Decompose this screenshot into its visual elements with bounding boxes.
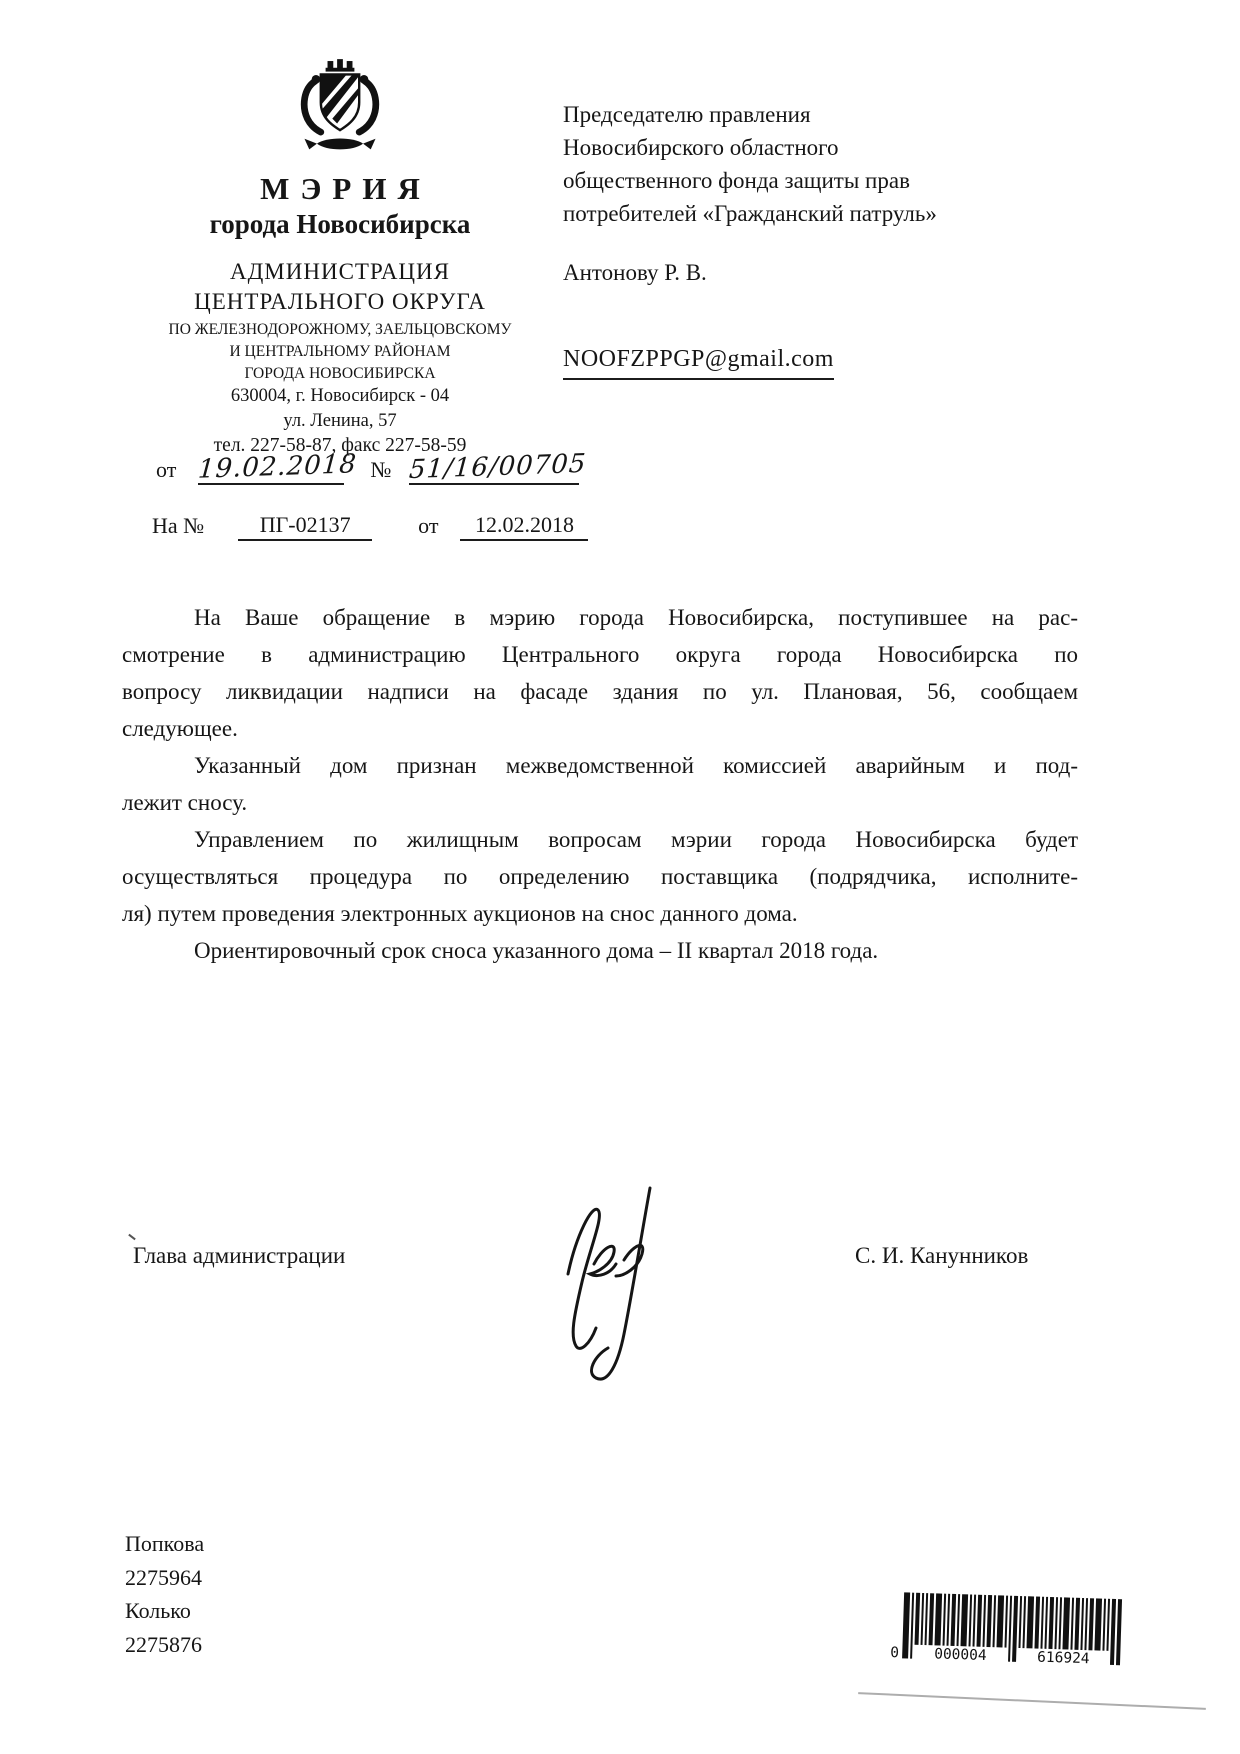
incoming-date: 12.02.2018 [474, 512, 574, 537]
barcode-bar [1106, 1599, 1110, 1651]
contact-line: Попкова [125, 1531, 205, 1556]
barcode-bar [929, 1593, 935, 1645]
barcode-digit-group: 616924 [1036, 1649, 1090, 1668]
barcode-digit-group: 000004 [933, 1646, 987, 1664]
incoming-date-field [460, 512, 588, 541]
barcode-bar [1058, 1597, 1062, 1649]
barcode-bar [986, 1595, 992, 1647]
districts-line-1: ПО ЖЕЛЕЗНОДОРОЖНОМУ, ЗАЕЛЬЦОВСКОМУ [168, 321, 512, 338]
body-line: Управлением по жилищным вопросам мэрии города Новосибирска будет [194, 827, 1078, 852]
incoming-number: ПГ-02137 [259, 512, 351, 537]
barcode-bar [925, 1593, 929, 1645]
barcode-bar [947, 1594, 951, 1646]
barcode-bar [1054, 1597, 1058, 1649]
recipient-line: Новосибирского областного [563, 135, 839, 160]
org-name: МЭРИЯ [260, 171, 431, 206]
handwritten-signature-icon [532, 1178, 707, 1398]
barcode-bar [1102, 1599, 1106, 1651]
body-line: На Ваше обращение в мэрию города Новосибирска, поступившее на рас- [194, 605, 1078, 630]
barcode-bar [1026, 1596, 1034, 1648]
signer-name: С. И. Канунников [855, 1243, 1029, 1268]
barcode-bar [976, 1595, 982, 1647]
outgoing-number-field [408, 448, 588, 486]
incoming-reference-row [152, 512, 588, 541]
outgoing-reference-row [156, 448, 588, 486]
number-label: № [370, 457, 392, 482]
districts-line-2: И ЦЕНТРАЛЬНОМУ РАЙОНАМ [229, 343, 451, 360]
body-line: смотрение в администрацию Центрального округа города Новосибирска по [122, 642, 1078, 667]
barcode-bar [1034, 1597, 1040, 1649]
body-line: Указанный дом признан межведомственной комиссией аварийным и под- [194, 753, 1078, 778]
barcode-bar [1074, 1598, 1080, 1650]
phone-fax-line: тел. 227-58-87, факс 227-58-59 [213, 435, 467, 456]
barcode-bar [968, 1594, 972, 1646]
contact-line: 2275876 [125, 1631, 202, 1657]
barcode-bar [1084, 1598, 1088, 1650]
novosibirsk-coat-of-arms-icon [292, 58, 388, 167]
barcode-bar [992, 1595, 996, 1647]
recipient-block [563, 98, 1033, 380]
barcode-bar [1048, 1597, 1054, 1649]
street-address: ул. Ленина, 57 [283, 411, 397, 431]
contact-line: Колько [125, 1598, 191, 1623]
department-name-2: ЦЕНТРАЛЬНОГО ОКРУГА [194, 289, 486, 314]
barcode-bar [996, 1595, 1004, 1647]
barcode-bar [1044, 1597, 1048, 1649]
barcode-bar [935, 1593, 943, 1645]
reply-label: На № [152, 513, 205, 538]
incoming-number-field [238, 512, 372, 541]
barcode-bar [972, 1595, 976, 1647]
barcode-bar [943, 1594, 947, 1646]
barcode-bar [950, 1594, 956, 1646]
from-label: от [156, 457, 177, 482]
recipient-name: Антонову Р. В. [563, 260, 707, 285]
barcode-bar [960, 1594, 968, 1646]
body-line: следующее. [122, 716, 238, 741]
signer-position: Глава администрации [133, 1243, 346, 1268]
scan-artifact-line [858, 1692, 1206, 1710]
barcode-bar [1022, 1596, 1026, 1648]
registration-barcode [889, 1592, 1136, 1669]
executor-contacts [125, 1527, 204, 1661]
handwritten-number: 51/16/00705 [408, 448, 588, 486]
letter-body [122, 599, 1078, 969]
letterhead-block [118, 58, 562, 458]
contact-line: 2275964 [125, 1564, 202, 1590]
department-name: АДМИНИСТРАЦИЯ [230, 259, 450, 284]
org-name-city: города Новосибирска [209, 209, 471, 239]
barcode-bar [1018, 1596, 1022, 1648]
barcode-digit-group: 0 [889, 1644, 900, 1662]
body-line: Ориентировочный срок сноса указанного дома – II квартал 2018 года. [194, 938, 879, 963]
body-line: вопросу ликвидации надписи на фасаде здания по ул. Плановая, 56, сообщаем [122, 679, 1078, 704]
barcode-bar [1080, 1598, 1084, 1650]
reply-from-label: от [418, 513, 439, 538]
recipient-email: NOOFZPPGP@gmail.com [563, 343, 834, 380]
recipient-line: общественного фонда защиты прав [563, 168, 910, 193]
barcode-bar [921, 1593, 925, 1645]
barcode-bar [1094, 1598, 1102, 1650]
scan-artifact-dash [128, 1234, 136, 1241]
barcode-bar [1004, 1596, 1008, 1648]
body-line: ля) путем проведения электронных аукционов на снос данного дома. [122, 901, 798, 926]
recipient-line: потребителей «Гражданский патруль» [563, 201, 937, 226]
handwritten-date: 19.02.2018 [197, 449, 359, 485]
barcode-bar [1070, 1598, 1074, 1650]
postal-address: 630004, г. Новосибирск - 04 [230, 386, 450, 406]
barcode-bar [982, 1595, 986, 1647]
body-line: лежит сносу. [122, 790, 248, 815]
barcode-bar [1062, 1597, 1070, 1649]
barcode-bar [1088, 1598, 1094, 1650]
barcode-bar [956, 1594, 960, 1646]
barcode-bar [1040, 1597, 1044, 1649]
districts-line-3: ГОРОДА НОВОСИБИРСКА [244, 365, 436, 382]
outgoing-date-field [197, 449, 359, 485]
body-line: осуществляться процедура по определению поставщика (подрядчика, исполните- [122, 864, 1078, 889]
recipient-line: Председателю правления [563, 102, 811, 127]
barcode-bar [915, 1593, 921, 1645]
